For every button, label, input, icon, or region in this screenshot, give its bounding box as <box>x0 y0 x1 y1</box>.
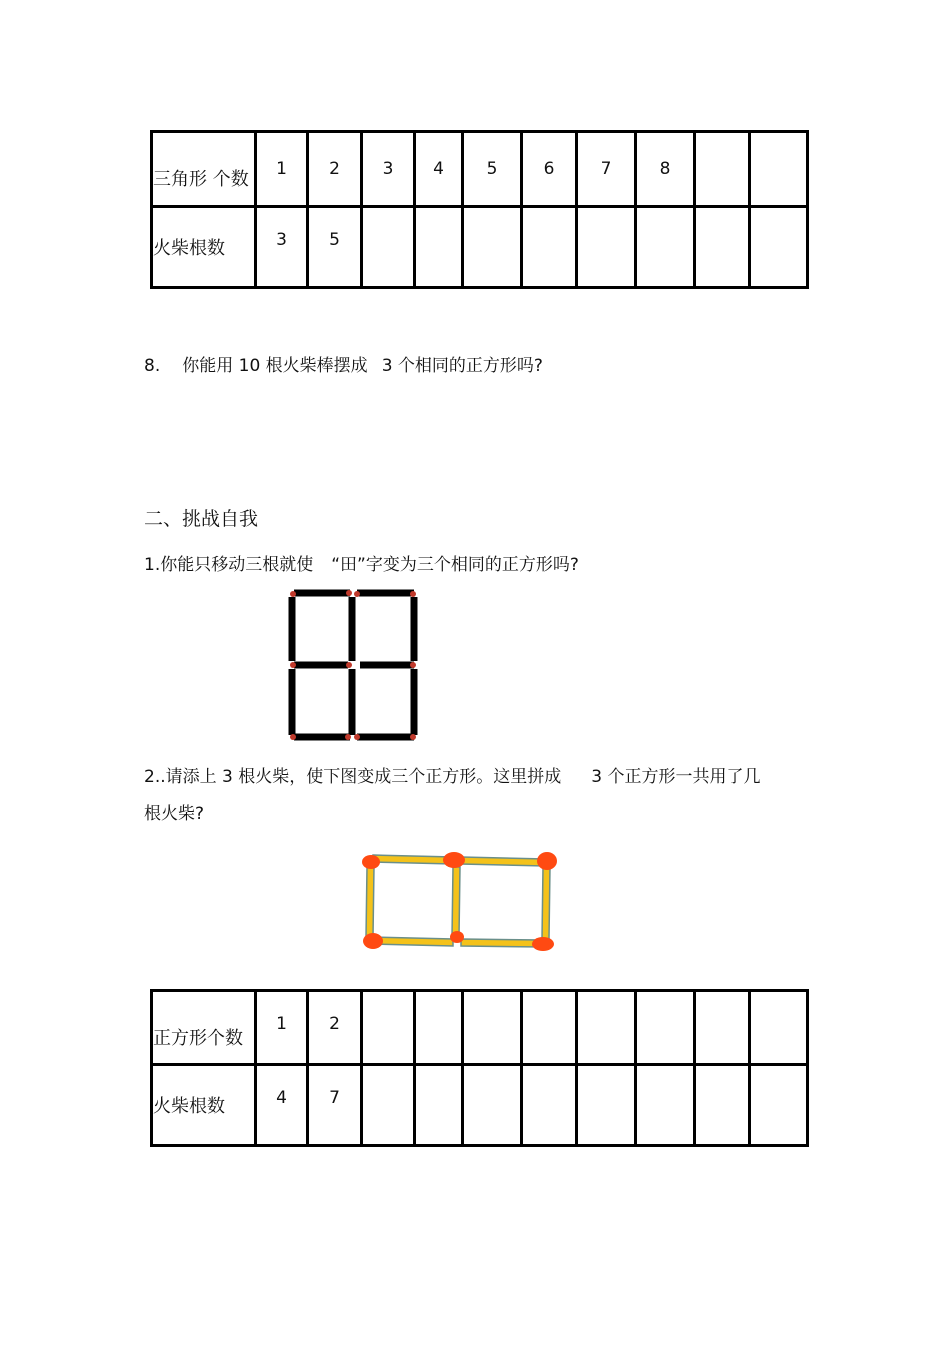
tian-matchstick-figure <box>280 585 430 745</box>
table-cell <box>463 207 522 288</box>
table-cell <box>577 207 636 288</box>
table-cell: 3 <box>256 207 308 288</box>
table-cell <box>577 991 636 1065</box>
question-number: 8. <box>144 356 161 376</box>
problem-text: “田”字变为三个相同的正方形吗? <box>331 555 579 575</box>
table-cell <box>415 991 463 1065</box>
table-cell <box>362 991 415 1065</box>
table-cell: 7 <box>308 1065 362 1146</box>
table-cell: 1 <box>256 991 308 1065</box>
row-header-squares: 正方形个数 <box>152 991 256 1065</box>
problem-text: 3 个正方形一共用了几 <box>591 767 761 787</box>
table-cell <box>522 207 577 288</box>
table-cell: 5 <box>308 207 362 288</box>
table-cell <box>522 991 577 1065</box>
table-cell <box>577 1065 636 1146</box>
table-cell <box>362 207 415 288</box>
table-cell: 4 <box>415 132 463 207</box>
table-cell: 1 <box>256 132 308 207</box>
table-cell <box>636 1065 695 1146</box>
table-cell: 7 <box>577 132 636 207</box>
section-title: 二、挑战自我 <box>144 508 259 530</box>
table-cell <box>522 1065 577 1146</box>
square-count-table <box>150 989 809 1147</box>
table-cell <box>415 207 463 288</box>
table-row <box>152 991 808 1065</box>
table-cell <box>463 991 522 1065</box>
table-cell <box>750 207 808 288</box>
two-squares-matchstick-figure <box>355 845 570 955</box>
question-text: 你能用 <box>182 356 234 376</box>
row-header-matches: 火柴根数 <box>152 207 256 288</box>
row-header-matches: 火柴根数 <box>152 1065 256 1146</box>
problem-2 <box>144 762 761 787</box>
table-cell <box>750 132 808 207</box>
table-cell <box>463 1065 522 1146</box>
table-cell: 2 <box>308 132 362 207</box>
table-cell <box>415 1065 463 1146</box>
row-header-triangles: 三角形 个数 <box>152 132 256 207</box>
table-cell: 5 <box>463 132 522 207</box>
table-cell <box>750 1065 808 1146</box>
problem-text: 2..请添上 <box>144 767 217 787</box>
problem-text: 1.你能只移动三根就使 <box>144 555 314 575</box>
problem-text: 3 根火柴，使下图变成三个正方形。这里拼成 <box>222 767 562 787</box>
problem-2-continued: 根火柴? <box>144 804 205 824</box>
table-cell: 8 <box>636 132 695 207</box>
question-text: 3 个相同的正方形吗? <box>381 356 543 376</box>
table-row <box>152 1065 808 1146</box>
table-cell <box>636 207 695 288</box>
question-8 <box>144 351 543 376</box>
question-text: 10 根火柴棒摆成 <box>238 356 368 376</box>
table-cell <box>750 991 808 1065</box>
triangle-count-table <box>150 130 809 289</box>
table-cell <box>636 991 695 1065</box>
table-cell <box>695 1065 750 1146</box>
table-cell <box>695 991 750 1065</box>
problem-1 <box>144 550 579 575</box>
table-cell: 6 <box>522 132 577 207</box>
table-row <box>152 132 808 207</box>
table-cell <box>695 207 750 288</box>
table-row <box>152 207 808 288</box>
table-cell <box>695 132 750 207</box>
table-cell: 4 <box>256 1065 308 1146</box>
table-cell: 2 <box>308 991 362 1065</box>
table-cell <box>362 1065 415 1146</box>
table-cell: 3 <box>362 132 415 207</box>
